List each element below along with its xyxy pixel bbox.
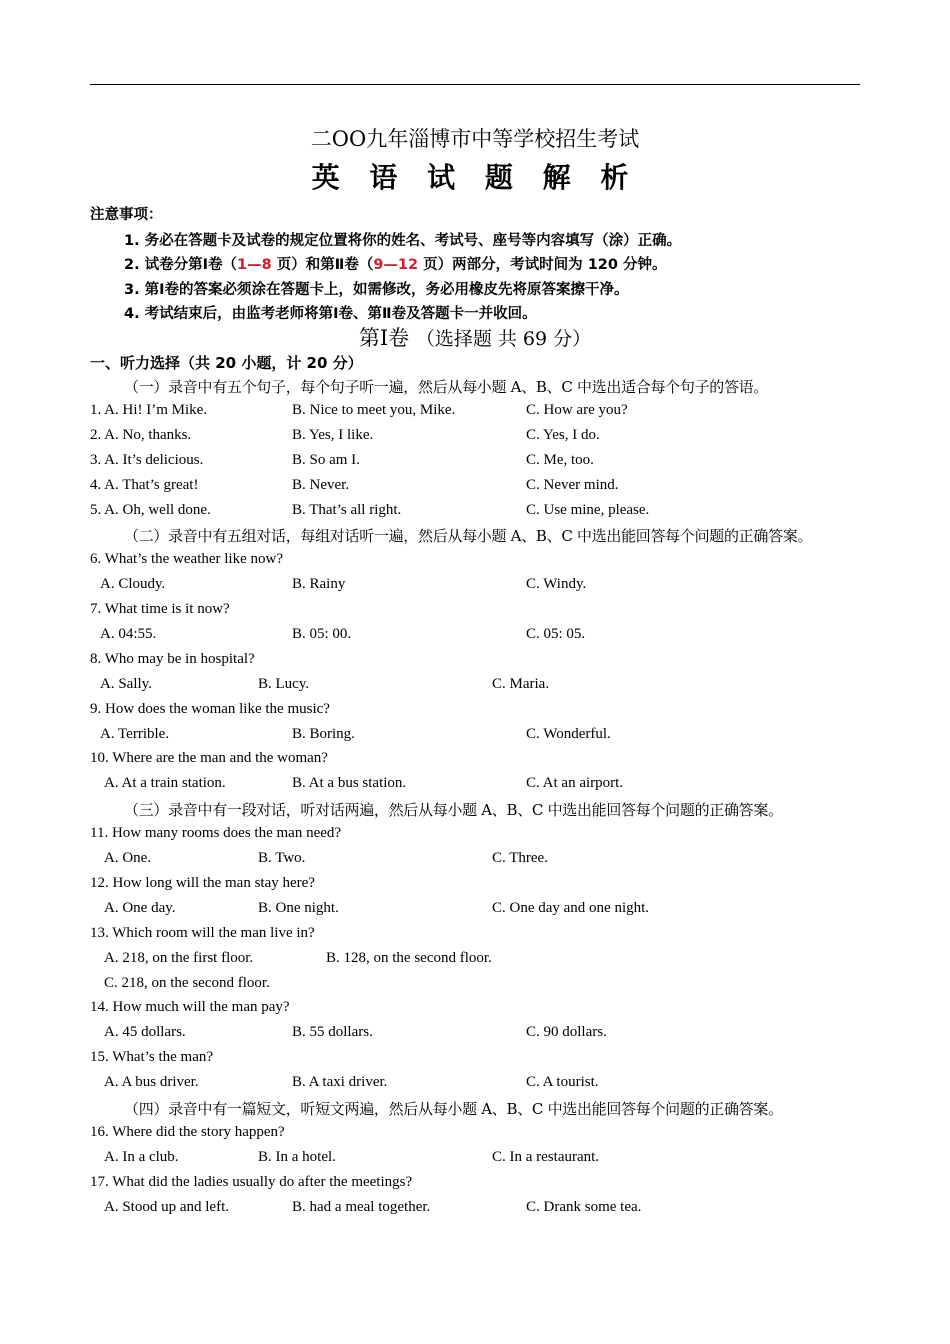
q11-option-b: B. Two. bbox=[258, 850, 306, 866]
q8-option-b: B. Lucy. bbox=[258, 676, 310, 692]
q6-option-b: B. Rainy bbox=[292, 576, 346, 592]
q10-option-c: C. At an airport. bbox=[526, 775, 624, 791]
q17-option-b: B. had a meal together. bbox=[292, 1199, 431, 1215]
q12-option-c: C. One day and one night. bbox=[492, 900, 650, 916]
exam-title: 二OO九年淄博市中等学校招生考试 bbox=[310, 127, 640, 151]
q15-option-a: A. A bus driver. bbox=[104, 1074, 199, 1090]
q7-option-a: A. 04:55. bbox=[100, 626, 157, 642]
q16-stem: 16. Where did the story happen? bbox=[90, 1124, 285, 1140]
q8-stem: 8. Who may be in hospital? bbox=[90, 651, 255, 667]
note-2-part-c: 页）和第Ⅱ卷（ bbox=[271, 257, 374, 273]
q3-option-a: 3. A. It’s delicious. bbox=[90, 452, 204, 468]
q1-option-a: 1. A. Hi! I’m Mike. bbox=[90, 402, 208, 418]
q15-option-b: B. A taxi driver. bbox=[292, 1074, 388, 1090]
note-2-pages-2: 9—12 bbox=[373, 257, 419, 273]
q9-stem: 9. How does the woman like the music? bbox=[90, 701, 330, 717]
q6-option-a: A. Cloudy. bbox=[100, 576, 166, 592]
q10-option-a: A. At a train station. bbox=[104, 775, 226, 791]
q14-stem: 14. How much will the man pay? bbox=[90, 999, 290, 1015]
instruction-3: （三）录音中有一段对话，听对话两遍，然后从每小题 A、B、C 中选出能回答每个问题的正确答案。 bbox=[124, 801, 783, 819]
section-heading: 一、听力选择（共 20 小题，计 20 分） bbox=[90, 354, 363, 372]
note-2 bbox=[124, 253, 667, 274]
q11-option-c: C. Three. bbox=[492, 850, 548, 866]
q4-option-c: C. Never mind. bbox=[526, 477, 619, 493]
q9-option-a: A. Terrible. bbox=[100, 726, 170, 742]
q12-stem: 12. How long will the man stay here? bbox=[90, 875, 315, 891]
q10-stem: 10. Where are the man and the woman? bbox=[90, 750, 328, 766]
q15-stem: 15. What’s the man? bbox=[90, 1049, 214, 1065]
q8-option-a: A. Sally. bbox=[100, 676, 152, 692]
q11-stem: 11. How many rooms does the man need? bbox=[90, 825, 342, 841]
q2-option-c: C. Yes, I do. bbox=[526, 427, 600, 443]
note-3: 3. 第Ⅰ卷的答案必须涂在答题卡上，如需修改，务必用橡皮先将原答案擦干净。 bbox=[124, 282, 629, 298]
q7-stem: 7. What time is it now? bbox=[90, 601, 230, 617]
q9-option-c: C. Wonderful. bbox=[526, 726, 611, 742]
q11-option-a: A. One. bbox=[104, 850, 152, 866]
q9-option-b: B. Boring. bbox=[292, 726, 355, 742]
q15-option-c: C. A tourist. bbox=[526, 1074, 599, 1090]
q6-option-c: C. Windy. bbox=[526, 576, 587, 592]
q5-option-a: 5. A. Oh, well done. bbox=[90, 502, 211, 518]
q17-option-c: C. Drank some tea. bbox=[526, 1199, 642, 1215]
volume-subtitle: （选择题 共 69 分） bbox=[415, 328, 592, 350]
q1-option-c: C. How are you? bbox=[526, 402, 628, 418]
q8-option-c: C. Maria. bbox=[492, 676, 550, 692]
instruction-1: （一）录音中有五个句子，每个句子听一遍，然后从每小题 A、B、C 中选出适合每个句子的答语。 bbox=[124, 378, 769, 396]
q2-option-b: B. Yes, I like. bbox=[292, 427, 374, 443]
note-4: 4. 考试结束后，由监考老师将第Ⅰ卷、第Ⅱ卷及答题卡一并收回。 bbox=[124, 306, 537, 322]
q5-option-b: B. That’s all right. bbox=[292, 502, 402, 518]
q3-option-c: C. Me, too. bbox=[526, 452, 594, 468]
q7-option-b: B. 05: 00. bbox=[292, 626, 352, 642]
q4-option-a: 4. A. That’s great! bbox=[90, 477, 199, 493]
q16-option-a: A. In a club. bbox=[104, 1149, 179, 1165]
exam-subtitle: 英 语 试 题 解 析 bbox=[311, 161, 639, 194]
q16-option-b: B. In a hotel. bbox=[258, 1149, 336, 1165]
notes-heading: 注意事项： bbox=[90, 207, 163, 223]
note-1: 1. 务必在答题卡及试卷的规定位置将你的姓名、考试号、座号等内容填写（涂）正确。 bbox=[124, 233, 682, 249]
note-2-part-e: 页）两部分，考试时间为 120 分钟。 bbox=[418, 257, 667, 273]
q13-option-b: B. 128, on the second floor. bbox=[326, 950, 492, 966]
q2-option-a: 2. A. No, thanks. bbox=[90, 427, 192, 443]
volume-title bbox=[0, 322, 950, 352]
instruction-2: （二）录音中有五组对话，每组对话听一遍，然后从每小题 A、B、C 中选出能回答每个问题的正确答案。 bbox=[124, 527, 813, 545]
instruction-4: （四）录音中有一篇短文，听短文两遍，然后从每小题 A、B、C 中选出能回答每个问题的正确答案。 bbox=[124, 1100, 783, 1118]
q14-option-a: A. 45 dollars. bbox=[104, 1024, 186, 1040]
note-2-part-a: 2. 试卷分第Ⅰ卷（ bbox=[124, 257, 238, 273]
q7-option-c: C. 05: 05. bbox=[526, 626, 586, 642]
top-rule bbox=[90, 84, 860, 85]
q13-stem: 13. Which room will the man live in? bbox=[90, 925, 315, 941]
q14-option-c: C. 90 dollars. bbox=[526, 1024, 607, 1040]
q5-option-c: C. Use mine, please. bbox=[526, 502, 650, 518]
note-2-pages-1: 1—8 bbox=[237, 257, 272, 273]
q6-stem: 6. What’s the weather like now? bbox=[90, 551, 283, 567]
q13-option-a: A. 218, on the first floor. bbox=[104, 950, 254, 966]
q3-option-b: B. So am I. bbox=[292, 452, 360, 468]
q4-option-b: B. Never. bbox=[292, 477, 350, 493]
q17-stem: 17. What did the ladies usually do after the meetings? bbox=[90, 1174, 413, 1190]
q1-option-b: B. Nice to meet you, Mike. bbox=[292, 402, 456, 418]
q10-option-b: B. At a bus station. bbox=[292, 775, 407, 791]
volume-name: 第Ⅰ卷 bbox=[358, 326, 410, 350]
q12-option-b: B. One night. bbox=[258, 900, 339, 916]
q17-option-a: A. Stood up and left. bbox=[104, 1199, 229, 1215]
q12-option-a: A. One day. bbox=[104, 900, 176, 916]
q13-option-c: C. 218, on the second floor. bbox=[104, 975, 270, 991]
q16-option-c: C. In a restaurant. bbox=[492, 1149, 600, 1165]
q14-option-b: B. 55 dollars. bbox=[292, 1024, 373, 1040]
